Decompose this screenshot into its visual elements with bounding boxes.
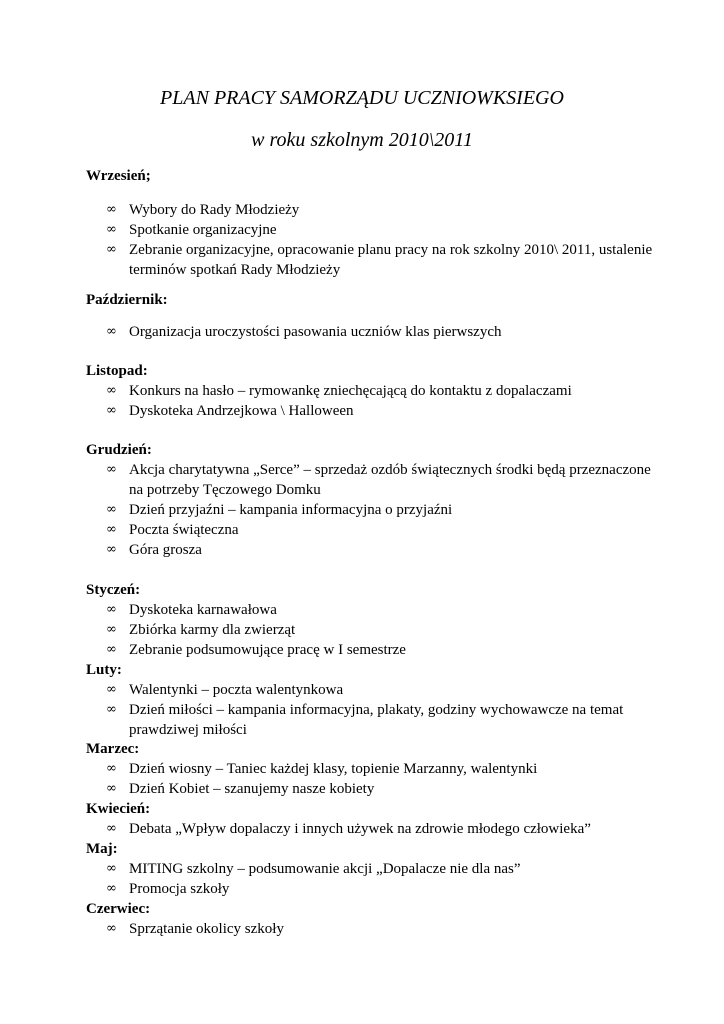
infinity-bullet-icon: ∞ bbox=[106, 622, 117, 637]
list-item bbox=[106, 540, 666, 560]
infinity-bullet-icon: ∞ bbox=[106, 861, 117, 876]
list-item bbox=[106, 600, 666, 620]
list-item-text: Organizacja uroczystości pasowania uczniów klas pierwszych bbox=[129, 324, 502, 340]
month-heading: Styczeń: bbox=[86, 582, 141, 598]
list-item bbox=[106, 401, 666, 421]
list-item bbox=[106, 640, 666, 660]
list-item-text: Poczta świąteczna bbox=[129, 522, 239, 538]
list-item bbox=[106, 680, 666, 700]
list-item bbox=[106, 460, 666, 500]
list-item-text: Konkurs na hasło – rymowankę zniechęcającą do kontaktu z dopalaczami bbox=[129, 383, 572, 399]
infinity-bullet-icon: ∞ bbox=[106, 403, 117, 418]
infinity-bullet-icon: ∞ bbox=[106, 542, 117, 557]
infinity-bullet-icon: ∞ bbox=[106, 324, 117, 339]
list-item-text: Dzień Kobiet – szanujemy nasze kobiety bbox=[129, 781, 375, 797]
infinity-bullet-icon: ∞ bbox=[106, 462, 117, 477]
infinity-bullet-icon: ∞ bbox=[106, 682, 117, 697]
list-item bbox=[106, 859, 666, 879]
list-item-text: Dzień przyjaźni – kampania informacyjna o przyjaźni bbox=[129, 502, 453, 518]
list-item bbox=[106, 520, 666, 540]
list-item-text: Zebranie organizacyjne, opracowanie planu pracy na rok szkolny 2010\ 2011, ustalenie terminów spotkań Rady Młodzieży bbox=[129, 242, 653, 278]
list-item bbox=[106, 819, 666, 839]
list-item bbox=[106, 620, 666, 640]
list-item-text: MITING szkolny – podsumowanie akcji „Dopalacze nie dla nas” bbox=[129, 861, 521, 877]
infinity-bullet-icon: ∞ bbox=[106, 222, 117, 237]
infinity-bullet-icon: ∞ bbox=[106, 781, 117, 796]
infinity-bullet-icon: ∞ bbox=[106, 761, 117, 776]
month-heading: Czerwiec: bbox=[86, 901, 151, 917]
infinity-bullet-icon: ∞ bbox=[106, 821, 117, 836]
list-item-text: Wybory do Rady Młodzieży bbox=[129, 202, 300, 218]
month-heading: Maj: bbox=[86, 841, 118, 857]
list-item-text: Dyskoteka karnawałowa bbox=[129, 602, 277, 618]
month-heading: Październik: bbox=[86, 292, 168, 308]
list-item bbox=[106, 220, 666, 240]
list-item-text: Walentynki – poczta walentynkowa bbox=[129, 682, 344, 698]
list-item bbox=[106, 200, 666, 220]
month-heading: Wrzesień; bbox=[86, 168, 151, 184]
month-heading: Marzec: bbox=[86, 741, 140, 757]
list-item bbox=[106, 240, 666, 280]
document-title: PLAN PRACY SAMORZĄDU UCZNIOWKSIEGO bbox=[160, 87, 564, 109]
infinity-bullet-icon: ∞ bbox=[106, 202, 117, 217]
list-item bbox=[106, 700, 666, 740]
infinity-bullet-icon: ∞ bbox=[106, 242, 117, 257]
list-item-text: Góra grosza bbox=[129, 542, 202, 558]
list-item bbox=[106, 879, 666, 899]
infinity-bullet-icon: ∞ bbox=[106, 921, 117, 936]
list-item bbox=[106, 759, 666, 779]
list-item-text: Zebranie podsumowujące pracę w I semestrze bbox=[129, 642, 406, 658]
list-item-text: Promocja szkoły bbox=[129, 881, 230, 897]
month-heading: Listopad: bbox=[86, 363, 148, 379]
infinity-bullet-icon: ∞ bbox=[106, 642, 117, 657]
month-heading: Kwiecień: bbox=[86, 801, 151, 817]
list-item-text: Zbiórka karmy dla zwierząt bbox=[129, 622, 296, 638]
list-item-text: Dzień miłości – kampania informacyjna, plakaty, godziny wychowawcze na temat prawdziwej miłości bbox=[129, 702, 624, 738]
infinity-bullet-icon: ∞ bbox=[106, 702, 117, 717]
infinity-bullet-icon: ∞ bbox=[106, 522, 117, 537]
list-item bbox=[106, 500, 666, 520]
month-heading: Grudzień: bbox=[86, 442, 152, 458]
list-item bbox=[106, 779, 666, 799]
infinity-bullet-icon: ∞ bbox=[106, 881, 117, 896]
list-item-text: Sprzątanie okolicy szkoły bbox=[129, 921, 284, 937]
list-item-text: Debata „Wpływ dopalaczy i innych używek na zdrowie młodego człowieka” bbox=[129, 821, 591, 837]
list-item bbox=[106, 322, 666, 342]
document-subtitle: w roku szkolnym 2010\2011 bbox=[251, 129, 473, 151]
infinity-bullet-icon: ∞ bbox=[106, 383, 117, 398]
list-item-text: Akcja charytatywna „Serce” – sprzedaż ozdób świątecznych środki będą przeznaczone na potrzeby Tęczowego Domku bbox=[129, 462, 651, 498]
list-item-text: Spotkanie organizacyjne bbox=[129, 222, 277, 238]
list-item bbox=[106, 381, 666, 401]
list-item-text: Dyskoteka Andrzejkowa \ Halloween bbox=[129, 403, 354, 419]
list-item-text: Dzień wiosny – Taniec każdej klasy, topienie Marzanny, walentynki bbox=[129, 761, 538, 777]
month-heading: Luty: bbox=[86, 662, 122, 678]
infinity-bullet-icon: ∞ bbox=[106, 602, 117, 617]
list-item bbox=[106, 919, 666, 939]
infinity-bullet-icon: ∞ bbox=[106, 502, 117, 517]
